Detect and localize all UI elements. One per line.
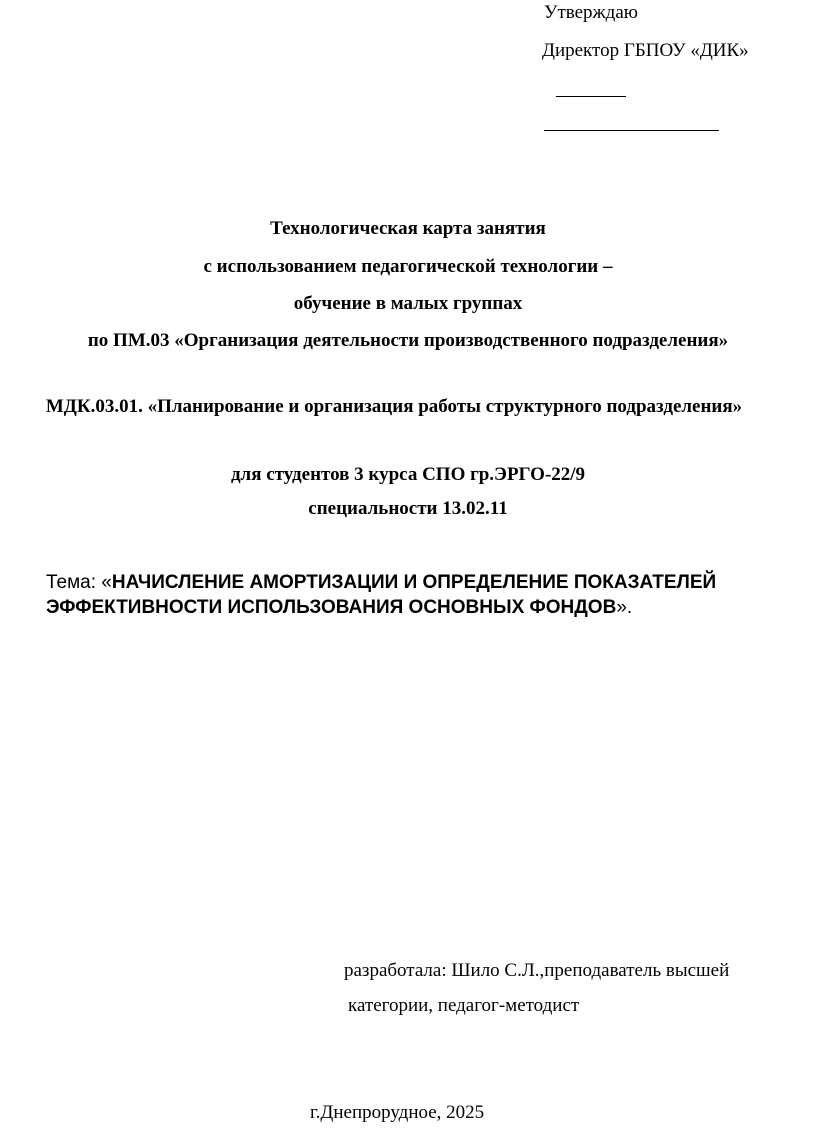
approval-title: Утверждаю [544, 2, 638, 23]
topic-value: НАЧИСЛЕНИЕ АМОРТИЗАЦИИ И ОПРЕДЕЛЕНИЕ ПОКАЗАТЕЛЕЙ ЭФФЕКТИВНОСТИ ИСПОЛЬЗОВАНИЯ ОСНОВНЫХ ФОНДОВ [46, 572, 717, 618]
specialty: специальности 13.02.11 [308, 498, 508, 519]
professional-module: по ПМ.03 «Организация деятельности производственного подразделения» [87, 330, 729, 351]
student-group: для студентов 3 курса СПО гр.ЭРГО-22/9 [230, 464, 586, 485]
lesson-topic [46, 570, 816, 620]
name-line [544, 130, 719, 131]
interdisciplinary-course: МДК.03.01. «Планирование и организация работы структурного подразделения» [45, 396, 743, 417]
document-subtitle-groups: обучение в малых группах [293, 293, 523, 314]
document-subtitle-technology: с использованием педагогической технологии – [203, 256, 613, 277]
topic-suffix: ». [616, 597, 633, 618]
topic-label: Тема: « [46, 572, 112, 593]
author-line-2: категории, педагог-методист [348, 995, 580, 1016]
document-title: Технологическая карта занятия [270, 218, 546, 239]
signature-line [556, 96, 626, 97]
approval-position: Директор ГБПОУ «ДИК» [542, 40, 749, 61]
city-year: г.Днепрорудное, 2025 [310, 1102, 485, 1123]
author-line-1: разработала: Шило С.Л.,преподаватель высшей [344, 960, 730, 981]
